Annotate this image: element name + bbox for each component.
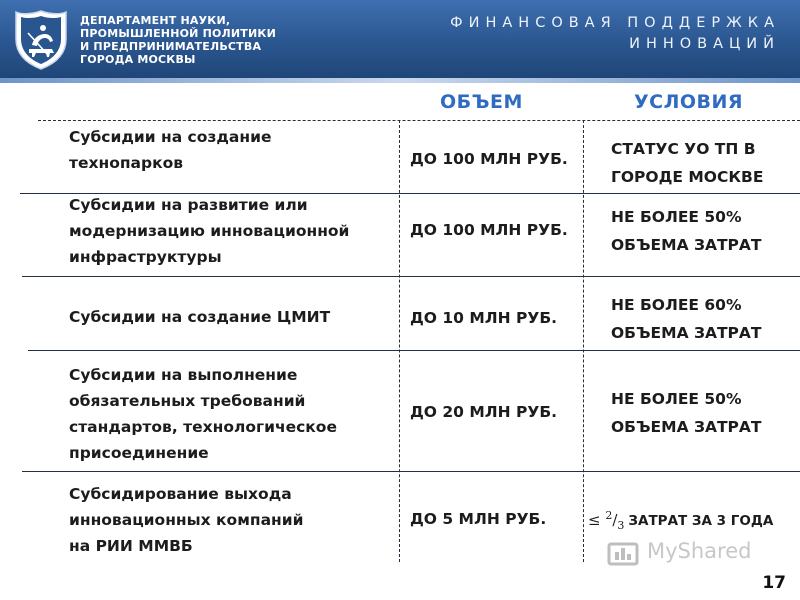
- conditions-text-line: ОБЪЕМА ЗАТРАТ: [611, 418, 762, 436]
- department-name-line: ПРОМЫШЛЕННОЙ ПОЛИТИКИ: [80, 27, 277, 40]
- header-divider: [0, 78, 800, 83]
- department-name-line: И ПРЕДПРИНИМАТЕЛЬСТВА: [80, 40, 262, 53]
- table-column-divider: [399, 120, 400, 562]
- table-row-volume: ДО 100 МЛН РУБ.: [410, 221, 568, 239]
- table-row-volume: ДО 100 МЛН РУБ.: [410, 150, 568, 168]
- program-text-line: инфраструктуры: [69, 248, 222, 266]
- table-column-divider: [583, 120, 584, 562]
- slide-title: [450, 13, 780, 55]
- program-text-line: модернизацию инновационной: [69, 222, 350, 240]
- table-row-conditions: [611, 203, 791, 259]
- table-row-program: [69, 362, 395, 466]
- fraction-numerator: 2: [605, 509, 613, 522]
- conditions-text-line: ГОРОДЕ МОСКВЕ: [611, 168, 764, 186]
- table-row-program: [69, 124, 395, 176]
- moscow-coat-of-arms-icon: [14, 9, 68, 71]
- department-name-line: ДЕПАРТАМЕНТ НАУКИ,: [80, 14, 231, 27]
- fraction-expression: ≤ $^2/_3$: [588, 509, 625, 532]
- slide-title-line-1: ФИНАНСОВАЯ ПОДДЕРЖКА: [450, 15, 780, 31]
- table-row-volume: ДО 5 МЛН РУБ.: [410, 510, 547, 528]
- table-row-conditions: [611, 135, 791, 191]
- slide-title-line-2: ИННОВАЦИЙ: [629, 36, 780, 52]
- myshared-logo-icon: [607, 536, 643, 568]
- less-or-equal-sign: ≤: [588, 511, 601, 529]
- conditions-text-line: ЗАТРАТ ЗА 3 ГОДА: [628, 513, 774, 529]
- page-number: 17: [762, 573, 786, 593]
- table-divider: [22, 276, 800, 277]
- table-divider: [22, 471, 800, 472]
- watermark-text: MyShared: [647, 539, 752, 563]
- table-row-program: [69, 304, 395, 330]
- program-text-line: обязательных требований: [69, 392, 306, 410]
- program-text-line: Субсидии на развитие или: [69, 196, 308, 214]
- conditions-text-line: НЕ БОЛЕЕ 50%: [611, 208, 742, 226]
- conditions-text-line: НЕ БОЛЕЕ 60%: [611, 296, 742, 314]
- fraction-denominator: 3: [617, 519, 625, 532]
- column-heading-conditions: УСЛОВИЯ: [634, 91, 744, 113]
- program-text-line: Субсидирование выхода: [69, 485, 292, 503]
- department-name: [80, 14, 276, 66]
- program-text-line: стандартов, технологическое: [69, 418, 337, 436]
- program-text-line: Субсидии на выполнение: [69, 366, 298, 384]
- conditions-text-line: СТАТУС УО ТП В: [611, 140, 756, 158]
- conditions-text-line: ОБЪЕМА ЗАТРАТ: [611, 324, 762, 342]
- table-row-program: [69, 481, 395, 559]
- column-heading-volume: ОБЪЕМ: [440, 91, 523, 113]
- department-name-line: ГОРОДА МОСКВЫ: [80, 53, 196, 66]
- conditions-text-line: НЕ БОЛЕЕ 50%: [611, 390, 742, 408]
- conditions-text-line: ОБЪЕМА ЗАТРАТ: [611, 236, 762, 254]
- program-text-line: Субсидии на создание: [69, 128, 272, 146]
- table-row-volume: ДО 10 МЛН РУБ.: [410, 309, 558, 327]
- watermark: [607, 536, 767, 570]
- table-row-conditions: [611, 385, 791, 441]
- program-text-line: Субсидии на создание ЦМИТ: [69, 308, 331, 326]
- program-text-line: инновационных компаний: [69, 511, 304, 529]
- table-row-conditions: [588, 506, 774, 536]
- program-text-line: на РИИ ММВБ: [69, 537, 193, 555]
- program-text-line: присоединение: [69, 444, 209, 462]
- header-banner: [0, 0, 800, 80]
- table-row-volume: ДО 20 МЛН РУБ.: [410, 403, 558, 421]
- table-divider: [28, 350, 800, 351]
- table-row-conditions: [611, 291, 791, 347]
- table-row-program: [69, 192, 395, 270]
- program-text-line: технопарков: [69, 154, 184, 172]
- table-divider: [38, 120, 800, 121]
